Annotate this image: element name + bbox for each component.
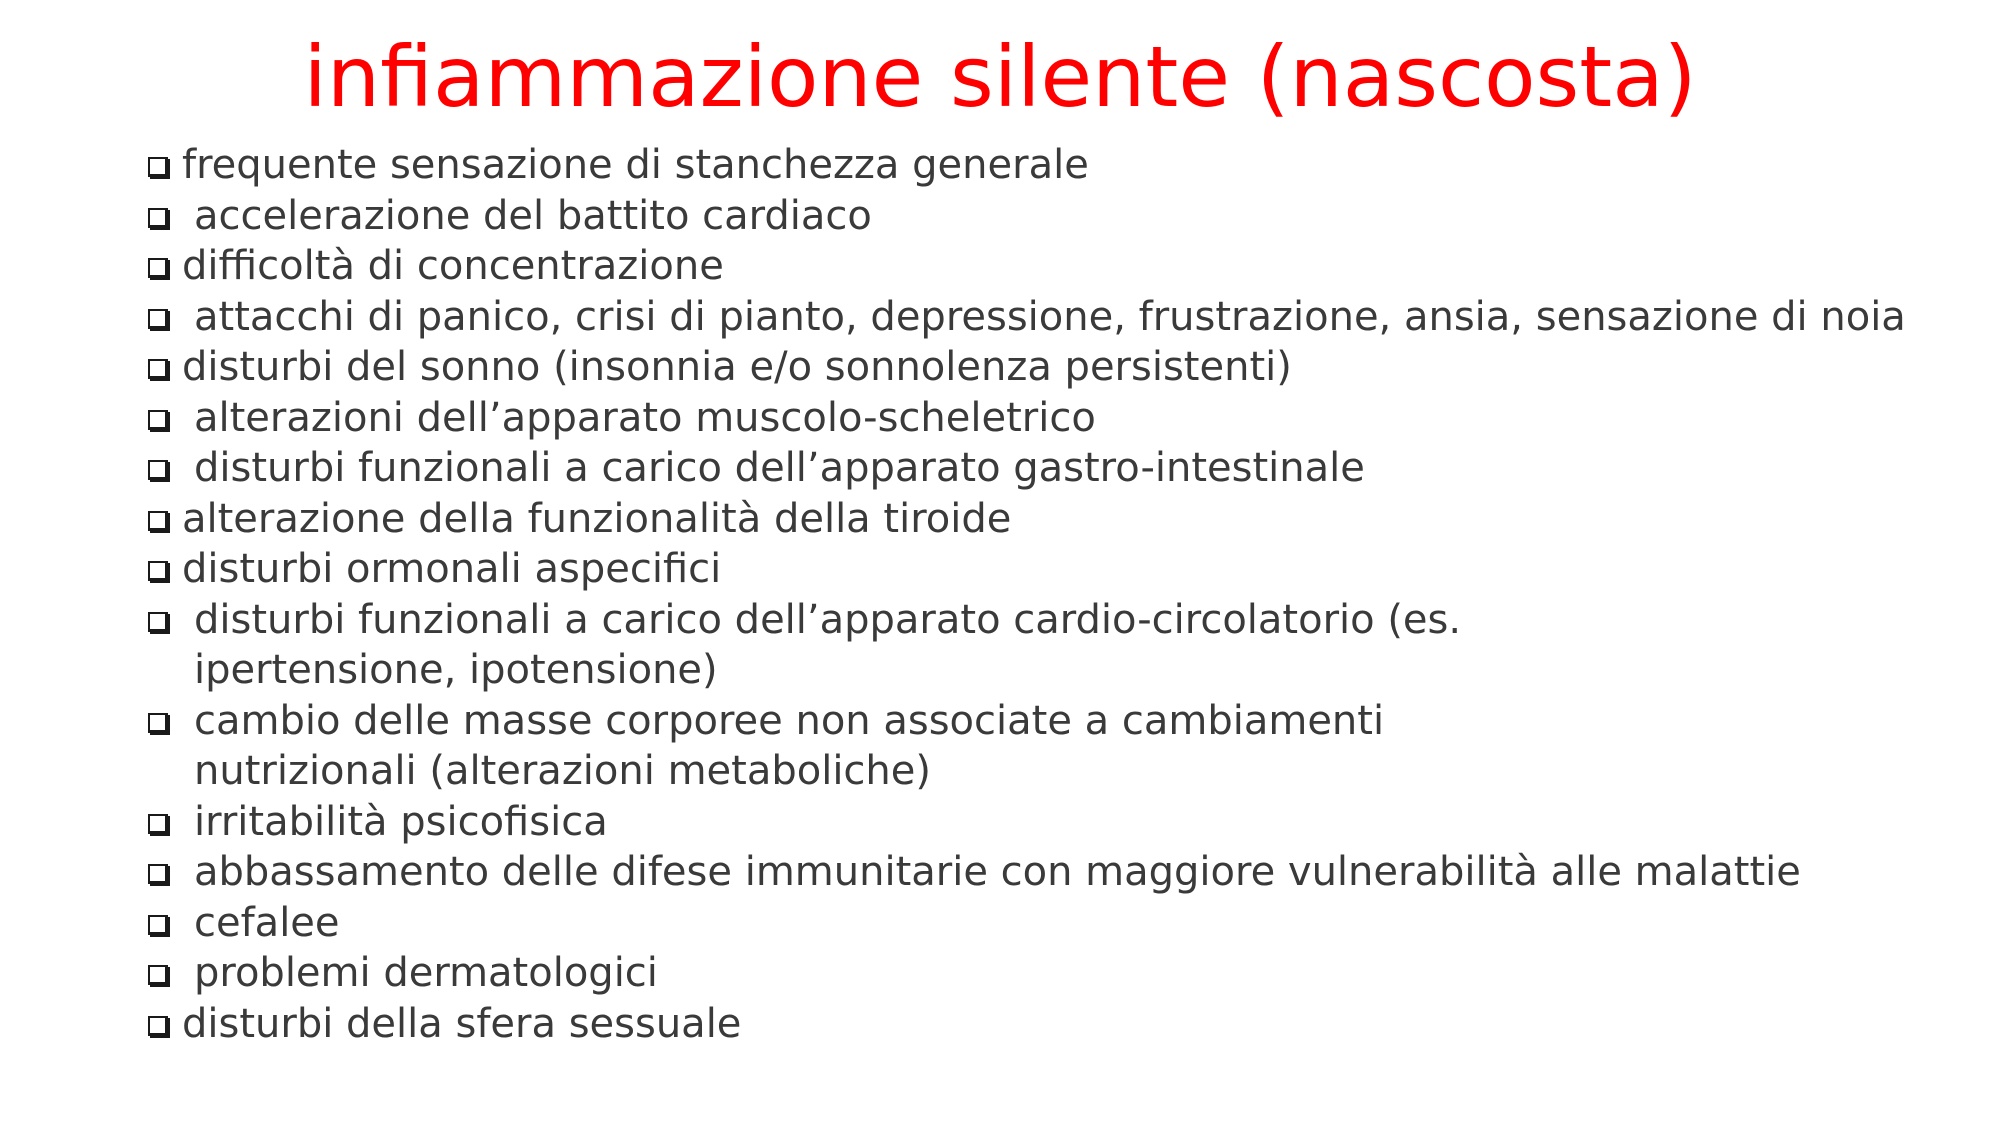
checkbox-square-icon	[148, 544, 176, 595]
list-item-text: cambio delle masse corporee non associate a cambiamenti nutrizionali (alterazioni metaboliche)	[194, 697, 1385, 794]
checkbox-square-icon	[148, 948, 176, 999]
list-item-text: accelerazione del battito cardiaco	[194, 192, 872, 239]
slide-title: infiammazione silente (nascosta)	[303, 28, 1697, 126]
checkbox-square-icon	[148, 696, 176, 747]
list-item	[148, 241, 1928, 292]
list-item	[148, 898, 1928, 949]
list-item-text: difficoltà di concentrazione	[182, 243, 724, 289]
list-item	[148, 140, 1928, 191]
checkbox-square-icon	[148, 191, 176, 242]
checkbox-square-icon	[148, 797, 176, 848]
list-item	[148, 999, 1928, 1050]
checkbox-square-icon	[148, 999, 176, 1050]
checkbox-square-icon	[148, 494, 176, 545]
checkbox-square-icon	[148, 342, 176, 393]
list-item	[148, 443, 1928, 494]
checkbox-square-icon	[148, 140, 176, 191]
checkbox-square-icon	[148, 443, 176, 494]
list-item-text: alterazione della funzionalità della tiroide	[182, 495, 1012, 542]
list-item	[148, 797, 1928, 848]
list-item-text: attacchi di panico, crisi di pianto, depressione, frustrazione, ansia, sensazione di noia	[194, 293, 1906, 340]
list-item-text: problemi dermatologici	[194, 950, 658, 996]
list-item	[148, 342, 1928, 393]
list-item	[148, 544, 1928, 595]
checkbox-square-icon	[148, 292, 176, 343]
list-item	[148, 191, 1928, 242]
list-item	[148, 948, 1928, 999]
checkbox-square-icon	[148, 898, 176, 949]
list-item-text: cefalee	[194, 899, 340, 946]
checkbox-square-icon	[148, 241, 176, 292]
list-item-text: irritabilità psicofisica	[194, 798, 608, 845]
list-item-text: abbassamento delle difese immunitarie con maggiore vulnerabilità alle malattie	[194, 849, 1801, 895]
checkbox-square-icon	[148, 595, 176, 646]
list-item	[148, 595, 1928, 696]
list-item-text: disturbi ormonali aspecifici	[182, 546, 722, 592]
list-item	[148, 696, 1928, 797]
list-item-text: disturbi funzionali a carico dell’apparato cardio-circolatorio (es. ipertensione, ipotensione)	[194, 596, 1462, 693]
list-item	[148, 494, 1928, 545]
list-item	[148, 292, 1928, 343]
checkbox-square-icon	[148, 393, 176, 444]
checkbox-square-icon	[148, 847, 176, 898]
symptom-list	[148, 140, 1928, 1049]
list-item-text: disturbi della sfera sessuale	[182, 1000, 742, 1047]
list-item-text: disturbi funzionali a carico dell’apparato gastro-intestinale	[194, 445, 1365, 491]
list-item	[148, 847, 1928, 898]
list-item	[148, 393, 1928, 444]
list-item-text: frequente sensazione di stanchezza generale	[182, 142, 1089, 188]
list-item-text: disturbi del sonno (insonnia e/o sonnolenza persistenti)	[182, 344, 1292, 390]
list-item-text: alterazioni dell’apparato muscolo-scheletrico	[194, 394, 1096, 441]
